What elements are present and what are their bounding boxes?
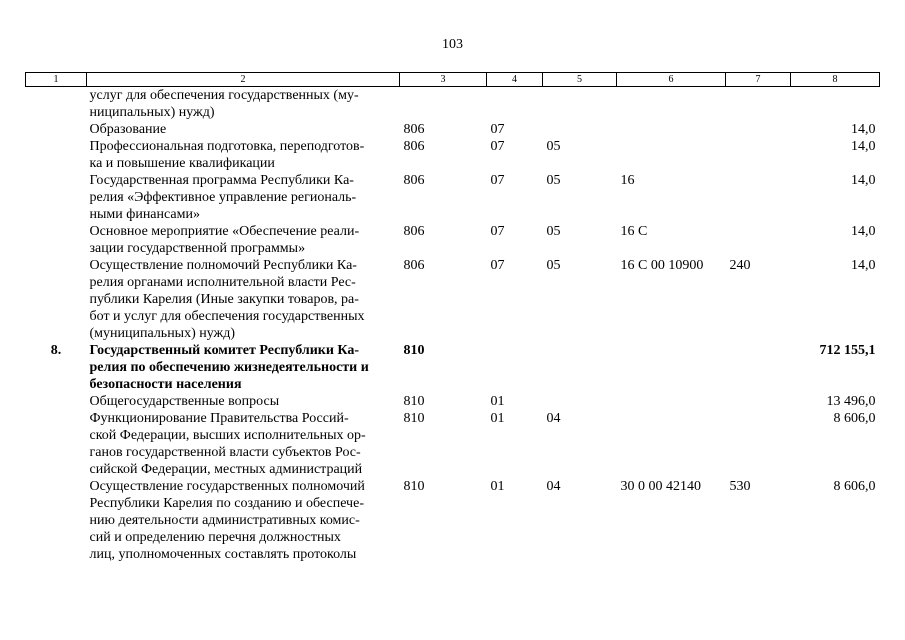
ministry-code: 810: [403, 394, 425, 409]
table-row: [26, 410, 880, 478]
column-header: 2: [87, 73, 400, 87]
expense-type-code: [726, 138, 791, 172]
column-header: 8: [791, 73, 880, 87]
column-header: 1: [26, 73, 87, 87]
row-description: [87, 393, 400, 410]
section-code: 07: [490, 224, 505, 239]
description-line: бот и услуг для обеспечения государственных: [89, 309, 365, 324]
target-article-code: 16 С: [620, 224, 648, 239]
page-number: 103: [442, 37, 463, 52]
target-article-code: [617, 342, 726, 393]
subsection-code: [543, 121, 617, 138]
expense-type-code: 530: [729, 479, 751, 494]
row-number: [26, 138, 87, 172]
description-line: Образование: [89, 122, 167, 137]
section-code: 01: [490, 411, 505, 426]
ministry-code: 806: [403, 139, 425, 154]
table-row: [26, 393, 880, 410]
row-number: 8.: [50, 343, 62, 358]
row-description: [87, 138, 400, 172]
description-line: сийской Федерации, местных администраций: [89, 462, 363, 477]
ministry-code: 810: [403, 411, 425, 426]
column-header: 7: [726, 73, 791, 87]
row-number: [26, 478, 87, 563]
target-article-code: [617, 410, 726, 478]
row-description: [87, 87, 400, 122]
row-number: [26, 121, 87, 138]
description-line: ка и повышение квалификации: [89, 156, 275, 171]
ministry-code: 806: [403, 122, 425, 137]
amount-value: 13 496,0: [826, 394, 876, 409]
subsection-code: 04: [546, 411, 561, 426]
amount-value: [791, 87, 880, 122]
amount-value: 8 606,0: [833, 411, 876, 426]
description-line: зации государственной программы»: [89, 241, 306, 256]
section-code: [487, 342, 543, 393]
column-header: 5: [543, 73, 617, 87]
row-description: [87, 478, 400, 563]
description-line: релия органами исполнительной власти Рес-: [89, 275, 356, 290]
table-row: [26, 478, 880, 563]
subsection-code: 05: [546, 258, 561, 273]
description-line: Государственная программа Республики Ка-: [89, 173, 354, 188]
description-line: Профессиональная подготовка, переподготов-: [89, 139, 365, 154]
column-header: 6: [617, 73, 726, 87]
description-line: нию деятельности административных комис-: [89, 513, 360, 528]
amount-value: 8 606,0: [833, 479, 876, 494]
target-article-code: [617, 138, 726, 172]
ministry-code: 810: [403, 343, 425, 358]
description-line: (муниципальных) нужд): [89, 326, 236, 341]
amount-value: 14,0: [851, 173, 876, 188]
description-line: Основное мероприятие «Обеспечение реали-: [89, 224, 360, 239]
table-row: [26, 223, 880, 257]
section-code: 01: [490, 394, 505, 409]
expense-type-code: [726, 223, 791, 257]
description-line: ными финансами»: [89, 207, 200, 222]
description-line: ганов государственной власти субъектов Рос-: [89, 445, 361, 460]
row-description: [87, 121, 400, 138]
subsection-code: [543, 393, 617, 410]
amount-value: 712 155,1: [819, 343, 876, 358]
budget-table: [25, 72, 880, 563]
subsection-code: 05: [546, 173, 561, 188]
ministry-code: [400, 87, 487, 122]
description-line: услуг для обеспечения государственных (му-: [89, 88, 359, 103]
section-code: 07: [490, 122, 505, 137]
row-number: [26, 410, 87, 478]
expense-type-code: [726, 172, 791, 223]
description-line: лиц, уполномоченных составлять протоколы: [89, 547, 357, 562]
description-line: релия по обеспечению жизнедеятельности и: [89, 360, 369, 375]
target-article-code: [617, 393, 726, 410]
row-description: [87, 410, 400, 478]
row-description: [87, 172, 400, 223]
row-number: [26, 257, 87, 342]
amount-value: 14,0: [851, 224, 876, 239]
section-code: 07: [490, 258, 505, 273]
table-row: [26, 342, 880, 393]
ministry-code: 806: [403, 258, 425, 273]
description-line: публики Карелия (Иные закупки товаров, ра-: [89, 292, 359, 307]
table-header-row: [26, 73, 880, 87]
row-number: [26, 87, 87, 122]
subsection-code: 05: [546, 224, 561, 239]
table-row: [26, 138, 880, 172]
description-line: релия «Эффективное управление региональ-: [89, 190, 357, 205]
description-line: Общегосударственные вопросы: [89, 394, 280, 409]
expense-type-code: [726, 342, 791, 393]
section-code: 01: [490, 479, 505, 494]
section-code: [487, 87, 543, 122]
section-code: 07: [490, 139, 505, 154]
description-line: Республики Карелия по созданию и обеспече-: [89, 496, 364, 511]
column-header: 4: [487, 73, 543, 87]
subsection-code: [543, 87, 617, 122]
row-number: [26, 223, 87, 257]
row-number: [26, 393, 87, 410]
ministry-code: 806: [403, 173, 425, 188]
row-description: [87, 342, 400, 393]
ministry-code: 810: [403, 479, 425, 494]
ministry-code: 806: [403, 224, 425, 239]
description-line: сий и определению перечня должностных: [89, 530, 341, 545]
section-code: 07: [490, 173, 505, 188]
subsection-code: [543, 342, 617, 393]
amount-value: 14,0: [851, 122, 876, 137]
table-row: [26, 257, 880, 342]
table-body: [26, 87, 880, 564]
subsection-code: 05: [546, 139, 561, 154]
row-description: [87, 257, 400, 342]
column-header: 3: [400, 73, 487, 87]
table-row: [26, 87, 880, 122]
description-line: Осуществление полномочий Республики Ка-: [89, 258, 357, 273]
table-row: [26, 172, 880, 223]
amount-value: 14,0: [851, 258, 876, 273]
expense-type-code: [726, 87, 791, 122]
expense-type-code: [726, 121, 791, 138]
row-number: [26, 172, 87, 223]
description-line: Осуществление государственных полномочий: [89, 479, 365, 494]
expense-type-code: 240: [729, 258, 751, 273]
target-article-code: 30 0 00 42140: [620, 479, 701, 494]
row-description: [87, 223, 400, 257]
expense-type-code: [726, 410, 791, 478]
target-article-code: [617, 87, 726, 122]
description-line: Функционирование Правительства Россий-: [89, 411, 349, 426]
expense-type-code: [726, 393, 791, 410]
description-line: Государственный комитет Республики Ка-: [89, 343, 360, 358]
target-article-code: [617, 121, 726, 138]
description-line: безопасности населения: [89, 377, 242, 392]
target-article-code: 16 С 00 10900: [620, 258, 704, 273]
description-line: ской Федерации, высших исполнительных ор-: [89, 428, 366, 443]
amount-value: 14,0: [851, 139, 876, 154]
subsection-code: 04: [546, 479, 561, 494]
target-article-code: 16: [620, 173, 635, 188]
table-row: [26, 121, 880, 138]
description-line: ниципальных) нужд): [89, 105, 215, 120]
